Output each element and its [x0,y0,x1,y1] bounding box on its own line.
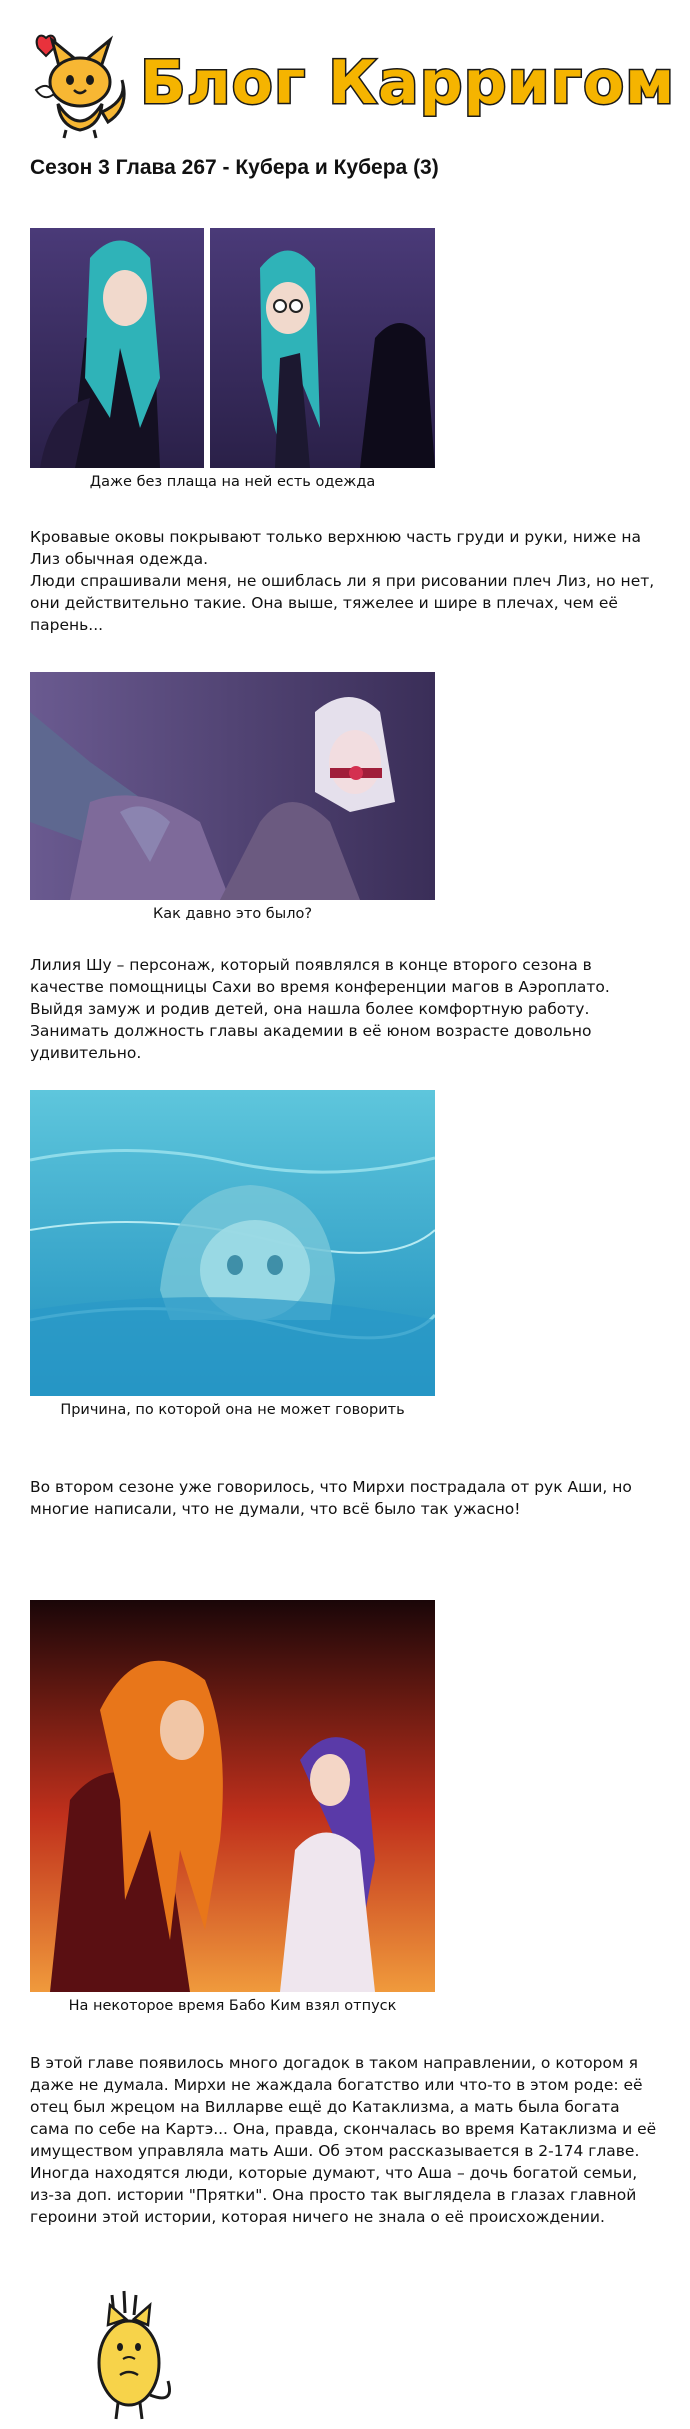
panel-3-caption: Причина, по которой она не может говорить [60,1402,405,1418]
paragraph: Во втором сезоне уже говорилось, что Мирхи пострадала от рук Аши, но многие написали, что не думали, что всё было так ужасно! [30,1478,632,1518]
comic-panel-3 [30,1090,435,1396]
cat-mascot-icon [80,2285,190,2425]
comic-panel-4 [30,1600,435,1992]
section-2-text [30,954,660,1064]
section-4-text [30,2052,660,2228]
paragraph: В этой главе появилось много догадок в таком направлении, о котором я даже не думала. Мирхи не жаждала богатство или что-то в этом роде: её отец был жрецом на Вилларве ещё до Катаклизма, а мать была богата сама по себе на Картэ... Она, правда, скончалась во время Катаклизма и её имуществом управляла мать Аши. Об этом рассказывается в 2-174 главе. Иногда находятся люди, которые думают, что Аша – дочь богатой семьи, из-за доп. истории "Прятки". Она просто так выглядела в глазах главной героини этой истории, которая ничего не знала о её происхождении. [30,2054,657,2226]
blog-title: Блог Карригом [140,48,676,118]
panel-1-caption: Даже без плаща на ней есть одежда [89,474,376,490]
panel-2-caption: Как давно это было? [152,906,313,922]
panel-4-caption: На некоторое время Бабо Ким взял отпуск [68,1998,397,2014]
chapter-title: Сезон 3 Глава 267 - Кубера и Кубера (3) [30,156,439,179]
fox-mascot-icon [30,30,130,140]
paragraph: Кровавые оковы покрывают только верхнюю часть груди и руки, ниже на Лиз обычная одежда. [30,528,641,568]
comic-panel-1 [30,228,435,468]
paragraph: Люди спрашивали меня, не ошиблась ли я при рисовании плеч Лиз, но нет, они действительно такие. Она выше, тяжелее и шире в плечах, чем её парень... [30,572,655,634]
paragraph: Лилия Шу – персонаж, который появлялся в конце второго сезона в качестве помощницы Сахи во время конференции магов в Аэроплато. Выйдя замуж и родив детей, она нашла более комфортную работу. Занимать должность главы академии в её юном возрасте довольно удивительно. [30,956,610,1062]
blog-header [30,30,676,140]
section-3-text [30,1476,660,1520]
comic-panel-2 [30,672,435,900]
section-1-text [30,526,660,636]
